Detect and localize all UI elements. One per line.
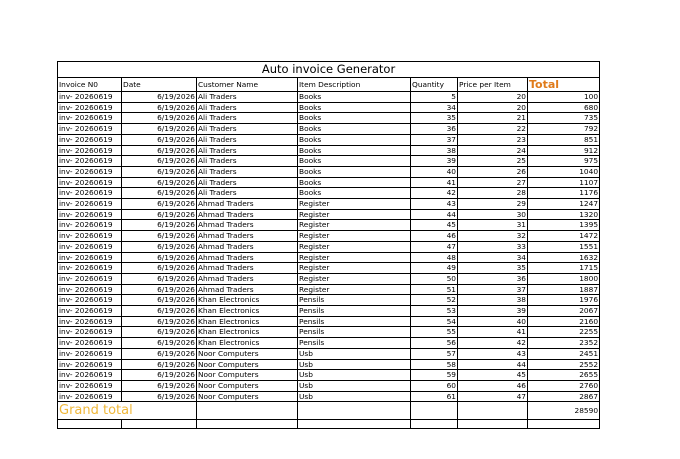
cell-price[interactable]: 40	[458, 316, 528, 327]
cell-customer-name[interactable]: Ali Traders	[197, 145, 298, 156]
grand-empty-cell[interactable]	[197, 402, 298, 420]
header-quantity[interactable]: Quantity	[411, 78, 458, 92]
cell-total[interactable]: 975	[528, 156, 600, 167]
cell-invoice-no[interactable]: inv- 20260619	[58, 145, 122, 156]
cell-date[interactable]: 6/19/2026	[122, 231, 197, 242]
table-row	[58, 295, 600, 306]
table-row	[58, 370, 600, 381]
cell-customer-name[interactable]: Ahmad Traders	[197, 220, 298, 231]
table-row	[58, 284, 600, 295]
table-row	[58, 241, 600, 252]
cell-total[interactable]: 2760	[528, 380, 600, 391]
cell-price[interactable]: 28	[458, 188, 528, 199]
table-row	[58, 327, 600, 338]
cell-price[interactable]: 30	[458, 209, 528, 220]
cell-total[interactable]: 912	[528, 145, 600, 156]
cell-quantity[interactable]: 5	[411, 92, 458, 103]
grand-total-row	[58, 402, 600, 420]
cell-date[interactable]: 6/19/2026	[122, 156, 197, 167]
cell-price[interactable]: 37	[458, 284, 528, 295]
cell-quantity[interactable]: 43	[411, 199, 458, 210]
cell-invoice-no[interactable]: inv- 20260619	[58, 102, 122, 113]
cell-customer-name[interactable]: Ahmad Traders	[197, 209, 298, 220]
cell-invoice-no[interactable]: inv- 20260619	[58, 177, 122, 188]
cell-invoice-no[interactable]: inv- 20260619	[58, 338, 122, 349]
cell-total[interactable]: 1715	[528, 263, 600, 274]
cell-total[interactable]: 2552	[528, 359, 600, 370]
table-row	[58, 124, 600, 135]
cell-invoice-no[interactable]: inv- 20260619	[58, 295, 122, 306]
cell-total[interactable]: 1887	[528, 284, 600, 295]
cell-invoice-no[interactable]: inv- 20260619	[58, 134, 122, 145]
cell-price[interactable]: 43	[458, 348, 528, 359]
cell-total[interactable]: 1551	[528, 241, 600, 252]
cell-invoice-no[interactable]: inv- 20260619	[58, 92, 122, 103]
cell-date[interactable]: 6/19/2026	[122, 380, 197, 391]
cell-item-description[interactable]: Books	[298, 188, 411, 199]
cell-price[interactable]: 23	[458, 134, 528, 145]
cell-price[interactable]: 27	[458, 177, 528, 188]
cell-invoice-no[interactable]: inv- 20260619	[58, 156, 122, 167]
table-row	[58, 177, 600, 188]
cell-total[interactable]: 1472	[528, 231, 600, 242]
cell-item-description[interactable]: Register	[298, 252, 411, 263]
cell-quantity[interactable]: 53	[411, 306, 458, 317]
cell-date[interactable]: 6/19/2026	[122, 113, 197, 124]
cell-date[interactable]: 6/19/2026	[122, 348, 197, 359]
cell-total[interactable]: 1320	[528, 209, 600, 220]
cell-customer-name[interactable]: Ali Traders	[197, 166, 298, 177]
table-row	[58, 273, 600, 284]
cell-date[interactable]: 6/19/2026	[122, 102, 197, 113]
cell-quantity[interactable]: 40	[411, 166, 458, 177]
cell-item-description[interactable]: Register	[298, 263, 411, 274]
cell-date[interactable]: 6/19/2026	[122, 252, 197, 263]
cell-quantity[interactable]: 57	[411, 348, 458, 359]
cell-invoice-no[interactable]: inv- 20260619	[58, 113, 122, 124]
cell-date[interactable]: 6/19/2026	[122, 338, 197, 349]
cell-customer-name[interactable]: Ali Traders	[197, 177, 298, 188]
cell-customer-name[interactable]: Ahmad Traders	[197, 263, 298, 274]
cell-item-description[interactable]: Register	[298, 220, 411, 231]
cell-quantity[interactable]: 38	[411, 145, 458, 156]
cell-invoice-no[interactable]: inv- 20260619	[58, 348, 122, 359]
table-row	[58, 220, 600, 231]
grand-empty-cell[interactable]	[298, 402, 411, 420]
cell-quantity[interactable]: 34	[411, 102, 458, 113]
table-row	[58, 306, 600, 317]
cell-customer-name[interactable]: Ali Traders	[197, 188, 298, 199]
cell-quantity[interactable]: 60	[411, 380, 458, 391]
cell-item-description[interactable]: Pensils	[298, 306, 411, 317]
cell-date[interactable]: 6/19/2026	[122, 316, 197, 327]
cell-quantity[interactable]: 49	[411, 263, 458, 274]
table-row	[58, 92, 600, 103]
cell-invoice-no[interactable]: inv- 20260619	[58, 359, 122, 370]
cell-total[interactable]: 2160	[528, 316, 600, 327]
cell-invoice-no[interactable]: inv- 20260619	[58, 327, 122, 338]
cell-item-description[interactable]: Pensils	[298, 295, 411, 306]
title-row	[58, 62, 600, 78]
header-date[interactable]: Date	[122, 78, 197, 92]
cell-total[interactable]: 1976	[528, 295, 600, 306]
cell-customer-name[interactable]: Khan Electronics	[197, 316, 298, 327]
cell-date[interactable]: 6/19/2026	[122, 124, 197, 135]
empty-row	[58, 420, 600, 429]
cell-quantity[interactable]: 37	[411, 134, 458, 145]
cell-quantity[interactable]: 41	[411, 177, 458, 188]
cell-date[interactable]: 6/19/2026	[122, 295, 197, 306]
empty-cell[interactable]	[122, 420, 197, 429]
cell-item-description[interactable]: Books	[298, 92, 411, 103]
cell-quantity[interactable]: 51	[411, 284, 458, 295]
cell-customer-name[interactable]: Ahmad Traders	[197, 241, 298, 252]
header-item-description[interactable]: Item Description	[298, 78, 411, 92]
cell-invoice-no[interactable]: inv- 20260619	[58, 220, 122, 231]
cell-invoice-no[interactable]: inv- 20260619	[58, 316, 122, 327]
cell-customer-name[interactable]: Ahmad Traders	[197, 199, 298, 210]
cell-total[interactable]: 851	[528, 134, 600, 145]
cell-invoice-no[interactable]: inv- 20260619	[58, 273, 122, 284]
cell-item-description[interactable]: Pensils	[298, 338, 411, 349]
cell-total[interactable]: 2352	[528, 338, 600, 349]
cell-total[interactable]: 1107	[528, 177, 600, 188]
cell-invoice-no[interactable]: inv- 20260619	[58, 391, 122, 402]
cell-customer-name[interactable]: Ahmad Traders	[197, 273, 298, 284]
cell-total[interactable]: 1395	[528, 220, 600, 231]
cell-invoice-no[interactable]: inv- 20260619	[58, 231, 122, 242]
header-customer-name[interactable]: Customer Name	[197, 78, 298, 92]
cell-customer-name[interactable]: Noor Computers	[197, 359, 298, 370]
table-row	[58, 199, 600, 210]
cell-price[interactable]: 26	[458, 166, 528, 177]
cell-date[interactable]: 6/19/2026	[122, 359, 197, 370]
cell-price[interactable]: 42	[458, 338, 528, 349]
cell-date[interactable]: 6/19/2026	[122, 241, 197, 252]
cell-invoice-no[interactable]: inv- 20260619	[58, 263, 122, 274]
cell-quantity[interactable]: 39	[411, 156, 458, 167]
cell-invoice-no[interactable]: inv- 20260619	[58, 124, 122, 135]
cell-quantity[interactable]: 45	[411, 220, 458, 231]
cell-quantity[interactable]: 56	[411, 338, 458, 349]
cell-invoice-no[interactable]: inv- 20260619	[58, 188, 122, 199]
cell-customer-name[interactable]: Ali Traders	[197, 102, 298, 113]
cell-customer-name[interactable]: Ahmad Traders	[197, 284, 298, 295]
cell-invoice-no[interactable]: inv- 20260619	[58, 241, 122, 252]
cell-total[interactable]: 2867	[528, 391, 600, 402]
cell-price[interactable]: 20	[458, 92, 528, 103]
cell-price[interactable]: 32	[458, 231, 528, 242]
cell-date[interactable]: 6/19/2026	[122, 273, 197, 284]
cell-price[interactable]: 20	[458, 102, 528, 113]
cell-price[interactable]: 36	[458, 273, 528, 284]
cell-price[interactable]: 35	[458, 263, 528, 274]
cell-quantity[interactable]: 48	[411, 252, 458, 263]
cell-price[interactable]: 47	[458, 391, 528, 402]
cell-date[interactable]: 6/19/2026	[122, 199, 197, 210]
cell-customer-name[interactable]: Ali Traders	[197, 92, 298, 103]
cell-price[interactable]: 24	[458, 145, 528, 156]
cell-item-description[interactable]: Pensils	[298, 316, 411, 327]
cell-date[interactable]: 6/19/2026	[122, 134, 197, 145]
cell-date[interactable]: 6/19/2026	[122, 166, 197, 177]
cell-item-description[interactable]: Usb	[298, 348, 411, 359]
table-row	[58, 380, 600, 391]
table-row	[58, 391, 600, 402]
sheet-title[interactable]: Auto invoice Generator	[58, 62, 600, 78]
cell-quantity[interactable]: 44	[411, 209, 458, 220]
cell-price[interactable]: 22	[458, 124, 528, 135]
cell-price[interactable]: 34	[458, 252, 528, 263]
cell-price[interactable]: 29	[458, 199, 528, 210]
cell-invoice-no[interactable]: inv- 20260619	[58, 370, 122, 381]
cell-total[interactable]: 2255	[528, 327, 600, 338]
cell-total[interactable]: 100	[528, 92, 600, 103]
cell-date[interactable]: 6/19/2026	[122, 220, 197, 231]
cell-item-description[interactable]: Register	[298, 231, 411, 242]
table-row	[58, 252, 600, 263]
cell-total[interactable]: 735	[528, 113, 600, 124]
table-row	[58, 263, 600, 274]
cell-customer-name[interactable]: Ali Traders	[197, 124, 298, 135]
cell-price[interactable]: 41	[458, 327, 528, 338]
cell-item-description[interactable]: Books	[298, 124, 411, 135]
cell-item-description[interactable]: Pensils	[298, 327, 411, 338]
cell-invoice-no[interactable]: inv- 20260619	[58, 252, 122, 263]
cell-customer-name[interactable]: Khan Electronics	[197, 327, 298, 338]
cell-item-description[interactable]: Register	[298, 241, 411, 252]
cell-date[interactable]: 6/19/2026	[122, 370, 197, 381]
empty-cell[interactable]	[528, 420, 600, 429]
cell-total[interactable]: 2655	[528, 370, 600, 381]
cell-invoice-no[interactable]: inv- 20260619	[58, 209, 122, 220]
cell-customer-name[interactable]: Khan Electronics	[197, 295, 298, 306]
cell-date[interactable]: 6/19/2026	[122, 145, 197, 156]
table-row	[58, 231, 600, 242]
cell-total[interactable]: 1040	[528, 166, 600, 177]
cell-item-description[interactable]: Books	[298, 102, 411, 113]
cell-date[interactable]: 6/19/2026	[122, 391, 197, 402]
cell-invoice-no[interactable]: inv- 20260619	[58, 380, 122, 391]
cell-customer-name[interactable]: Noor Computers	[197, 391, 298, 402]
cell-invoice-no[interactable]: inv- 20260619	[58, 284, 122, 295]
cell-quantity[interactable]: 47	[411, 241, 458, 252]
table-row	[58, 145, 600, 156]
table-row	[58, 359, 600, 370]
grand-total-value[interactable]: 28590	[528, 402, 600, 420]
cell-customer-name[interactable]: Noor Computers	[197, 370, 298, 381]
empty-cell[interactable]	[58, 420, 122, 429]
cell-total[interactable]: 2067	[528, 306, 600, 317]
cell-item-description[interactable]: Usb	[298, 380, 411, 391]
cell-date[interactable]: 6/19/2026	[122, 177, 197, 188]
cell-quantity[interactable]: 59	[411, 370, 458, 381]
cell-price[interactable]: 38	[458, 295, 528, 306]
empty-cell[interactable]	[298, 420, 411, 429]
cell-total[interactable]: 792	[528, 124, 600, 135]
cell-total[interactable]: 680	[528, 102, 600, 113]
cell-item-description[interactable]: Books	[298, 113, 411, 124]
cell-item-description[interactable]: Register	[298, 273, 411, 284]
table-row	[58, 166, 600, 177]
cell-price[interactable]: 44	[458, 359, 528, 370]
cell-customer-name[interactable]: Ahmad Traders	[197, 231, 298, 242]
cell-date[interactable]: 6/19/2026	[122, 188, 197, 199]
cell-customer-name[interactable]: Ali Traders	[197, 113, 298, 124]
cell-total[interactable]: 1800	[528, 273, 600, 284]
cell-quantity[interactable]: 55	[411, 327, 458, 338]
cell-invoice-no[interactable]: inv- 20260619	[58, 199, 122, 210]
cell-quantity[interactable]: 42	[411, 188, 458, 199]
table-row	[58, 348, 600, 359]
empty-cell[interactable]	[458, 420, 528, 429]
cell-item-description[interactable]: Register	[298, 284, 411, 295]
cell-quantity[interactable]: 46	[411, 231, 458, 242]
cell-item-description[interactable]: Books	[298, 156, 411, 167]
cell-price[interactable]: 31	[458, 220, 528, 231]
cell-customer-name[interactable]: Ahmad Traders	[197, 252, 298, 263]
invoice-table-body	[58, 62, 600, 429]
invoice-table	[57, 61, 600, 429]
cell-customer-name[interactable]: Ali Traders	[197, 134, 298, 145]
grand-empty-cell[interactable]	[411, 402, 458, 420]
cell-quantity[interactable]: 50	[411, 273, 458, 284]
cell-item-description[interactable]: Books	[298, 166, 411, 177]
cell-date[interactable]: 6/19/2026	[122, 92, 197, 103]
cell-item-description[interactable]: Books	[298, 145, 411, 156]
cell-price[interactable]: 21	[458, 113, 528, 124]
empty-cell[interactable]	[411, 420, 458, 429]
cell-date[interactable]: 6/19/2026	[122, 209, 197, 220]
cell-quantity[interactable]: 35	[411, 113, 458, 124]
grand-empty-cell[interactable]	[458, 402, 528, 420]
cell-total[interactable]: 1247	[528, 199, 600, 210]
cell-quantity[interactable]: 52	[411, 295, 458, 306]
cell-price[interactable]: 45	[458, 370, 528, 381]
table-row	[58, 156, 600, 167]
cell-price[interactable]: 25	[458, 156, 528, 167]
cell-quantity[interactable]: 36	[411, 124, 458, 135]
cell-quantity[interactable]: 58	[411, 359, 458, 370]
cell-price[interactable]: 46	[458, 380, 528, 391]
cell-item-description[interactable]: Register	[298, 209, 411, 220]
cell-total[interactable]: 2451	[528, 348, 600, 359]
cell-item-description[interactable]: Books	[298, 134, 411, 145]
cell-date[interactable]: 6/19/2026	[122, 284, 197, 295]
cell-invoice-no[interactable]: inv- 20260619	[58, 166, 122, 177]
table-row	[58, 113, 600, 124]
cell-quantity[interactable]: 61	[411, 391, 458, 402]
cell-total[interactable]: 1632	[528, 252, 600, 263]
cell-quantity[interactable]: 54	[411, 316, 458, 327]
table-row	[58, 134, 600, 145]
cell-customer-name[interactable]: Noor Computers	[197, 380, 298, 391]
cell-date[interactable]: 6/19/2026	[122, 327, 197, 338]
cell-item-description[interactable]: Usb	[298, 370, 411, 381]
header-invoice-no[interactable]: Invoice N0	[58, 78, 122, 92]
cell-customer-name[interactable]: Noor Computers	[197, 348, 298, 359]
cell-customer-name[interactable]: Khan Electronics	[197, 306, 298, 317]
cell-item-description[interactable]: Usb	[298, 359, 411, 370]
empty-cell[interactable]	[197, 420, 298, 429]
table-row	[58, 316, 600, 327]
table-row	[58, 102, 600, 113]
cell-price[interactable]: 39	[458, 306, 528, 317]
cell-total[interactable]: 1176	[528, 188, 600, 199]
cell-item-description[interactable]: Register	[298, 199, 411, 210]
header-total[interactable]: Total	[528, 78, 600, 92]
cell-invoice-no[interactable]: inv- 20260619	[58, 306, 122, 317]
header-row	[58, 78, 600, 92]
grand-total-label[interactable]: Grand total	[58, 402, 197, 420]
cell-item-description[interactable]: Usb	[298, 391, 411, 402]
cell-date[interactable]: 6/19/2026	[122, 263, 197, 274]
cell-customer-name[interactable]: Khan Electronics	[197, 338, 298, 349]
header-price-per-item[interactable]: Price per Item	[458, 78, 528, 92]
table-row	[58, 209, 600, 220]
table-row	[58, 338, 600, 349]
cell-item-description[interactable]: Books	[298, 177, 411, 188]
cell-customer-name[interactable]: Ali Traders	[197, 156, 298, 167]
cell-date[interactable]: 6/19/2026	[122, 306, 197, 317]
cell-price[interactable]: 33	[458, 241, 528, 252]
table-row	[58, 188, 600, 199]
